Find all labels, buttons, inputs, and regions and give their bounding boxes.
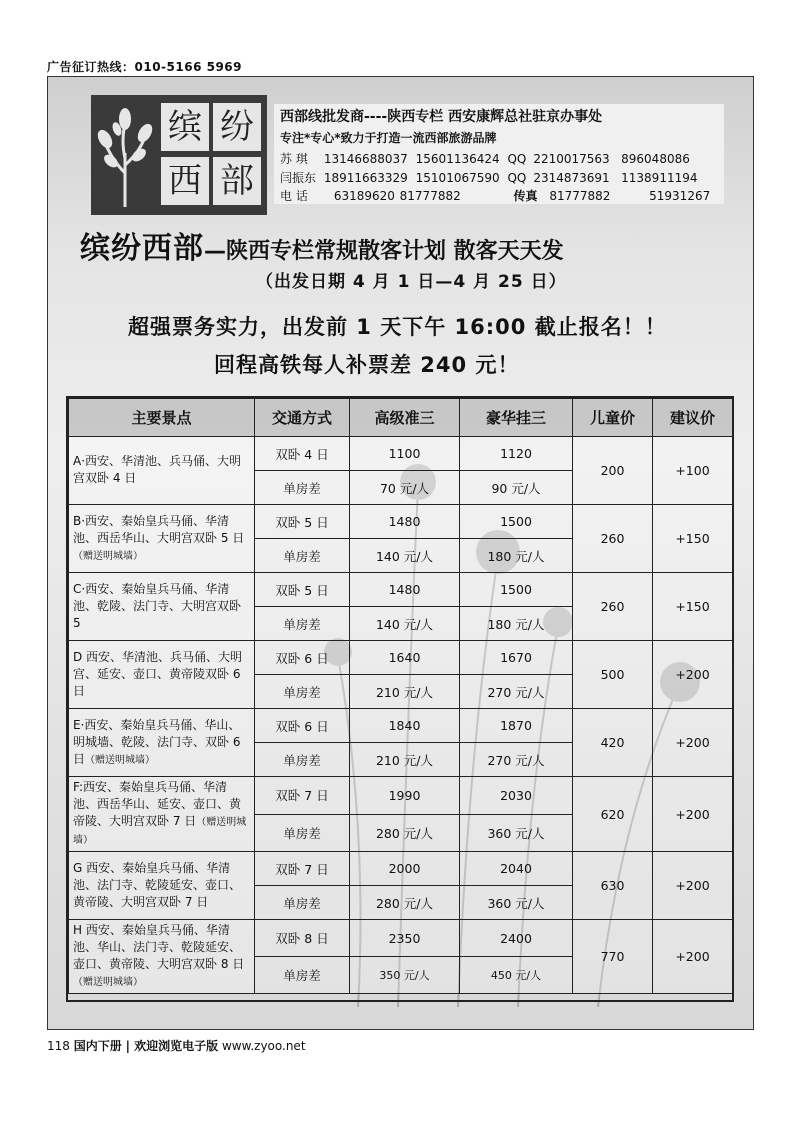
transport-cell: 双卧 5 日 <box>255 573 350 607</box>
route-note: （赠送明城墙） <box>85 754 156 766</box>
route-description <box>69 573 255 641</box>
single-room-luxury: 270 元/人 <box>460 675 573 709</box>
single-room-standard: 70 元/人 <box>350 471 460 505</box>
price-standard: 1480 <box>350 505 460 539</box>
route-text: D 西安、华清池、兵马俑、大明宫、延安、壶口、黄帝陵双卧 6 日 <box>73 649 243 698</box>
price-luxury: 1120 <box>460 437 573 471</box>
price-standard: 1640 <box>350 641 460 675</box>
transport-cell: 双卧 6 日 <box>255 709 350 743</box>
title-brand: 缤纷西部 <box>80 231 204 266</box>
transport-cell: 双卧 8 日 <box>255 920 350 957</box>
page-title <box>80 223 564 267</box>
price-suggested: +200 <box>653 852 733 920</box>
route-note: （赠送明城墙） <box>73 977 143 988</box>
price-luxury: 2400 <box>460 920 573 957</box>
price-child: 260 <box>573 505 653 573</box>
price-standard: 1480 <box>350 573 460 607</box>
single-room-label: 单房差 <box>255 607 350 641</box>
price-child: 770 <box>573 920 653 994</box>
contact-tel-fax <box>280 187 710 204</box>
transport-cell: 双卧 5 日 <box>255 505 350 539</box>
logo-char: 西 <box>161 157 209 205</box>
single-room-standard: 280 元/人 <box>350 886 460 920</box>
brand-logo <box>91 95 267 215</box>
route-note: （赠送明城墙） <box>73 817 247 846</box>
table-row <box>69 920 733 957</box>
table-row <box>69 573 733 607</box>
contact-company: 西部线批发商----陕西专栏 西安康辉总社驻京办事处 <box>280 109 603 125</box>
route-text: B·西安、秦始皇兵马俑、华清池、西岳华山、大明宫双卧 5 日 <box>73 513 245 545</box>
route-description <box>69 777 255 852</box>
ad-frame <box>47 76 754 1030</box>
route-text: G 西安、秦始皇兵马俑、华清池、法门寺、乾陵延安、壶口、黄帝陵、大明宫双卧 7 日 <box>73 860 242 909</box>
contact-phone: 15601136424 <box>415 152 500 166</box>
single-room-luxury: 450 元/人 <box>460 957 573 994</box>
page-footer <box>47 1037 306 1054</box>
single-room-standard: 210 元/人 <box>350 743 460 777</box>
transport-cell: 双卧 7 日 <box>255 852 350 886</box>
price-child: 420 <box>573 709 653 777</box>
single-room-standard: 140 元/人 <box>350 607 460 641</box>
route-description <box>69 437 255 505</box>
tel-number: 63189620 <box>333 189 395 203</box>
single-room-label: 单房差 <box>255 471 350 505</box>
contact-name: 苏 琪 <box>280 152 308 166</box>
route-description <box>69 709 255 777</box>
price-child: 620 <box>573 777 653 852</box>
price-luxury: 1870 <box>460 709 573 743</box>
price-suggested: +200 <box>653 920 733 994</box>
column-header: 交通方式 <box>255 399 350 437</box>
contact-slogan: 专注*专心*致力于打造一流西部旅游品牌 <box>280 131 497 145</box>
contact-person-1 <box>280 150 690 167</box>
contact-phone: 15101067590 <box>415 171 500 185</box>
column-header: 高级准三 <box>350 399 460 437</box>
single-room-label: 单房差 <box>255 675 350 709</box>
contact-person-2 <box>280 169 698 186</box>
route-description <box>69 920 255 994</box>
fax-label: 传真 <box>513 189 538 203</box>
single-room-luxury: 360 元/人 <box>460 886 573 920</box>
single-room-label: 单房差 <box>255 743 350 777</box>
price-standard: 1990 <box>350 777 460 815</box>
single-room-label: 单房差 <box>255 957 350 994</box>
route-description <box>69 505 255 573</box>
footer-divider: | <box>125 1039 135 1053</box>
single-room-luxury: 360 元/人 <box>460 814 573 852</box>
single-room-standard: 350 元/人 <box>350 957 460 994</box>
promo-rail-subsidy: 回程高铁每人补票差 240 元！ <box>214 353 520 377</box>
contact-phone: 18911663329 <box>323 171 408 185</box>
single-room-label: 单房差 <box>255 886 350 920</box>
route-text: E·西安、秦始皇兵马俑、华山、明城墙、乾陵、法门寺、双卧 6 日 <box>73 717 241 766</box>
footer-welcome: 欢迎浏览电子版 <box>134 1039 219 1053</box>
route-text: C·西安、秦始皇兵马俑、华清池、乾陵、法门寺、大明宫双卧 5 <box>73 581 242 630</box>
single-room-label: 单房差 <box>255 814 350 852</box>
price-standard: 1100 <box>350 437 460 471</box>
price-suggested: +100 <box>653 437 733 505</box>
column-header: 豪华挂三 <box>460 399 573 437</box>
ad-hotline: 广告征订热线：010-5166 5969 <box>47 60 243 74</box>
single-room-label: 单房差 <box>255 539 350 573</box>
contact-qq: 2210017563 <box>533 152 610 166</box>
column-header: 主要景点 <box>69 399 255 437</box>
table-row <box>69 641 733 675</box>
table-row <box>69 777 733 815</box>
tel-label: 电 话 <box>280 189 308 203</box>
table-row <box>69 505 733 539</box>
route-text: F:西安、秦始皇兵马俑、华清池、西岳华山、延安、壶口、黄帝陵、大明宫双卧 7 日 <box>73 780 242 828</box>
column-header: 建议价 <box>653 399 733 437</box>
single-room-luxury: 90 元/人 <box>460 471 573 505</box>
transport-cell: 双卧 4 日 <box>255 437 350 471</box>
price-standard: 1840 <box>350 709 460 743</box>
price-suggested: +200 <box>653 709 733 777</box>
tel-number: 81777882 <box>399 189 461 203</box>
contact-phone: 13146688037 <box>323 152 408 166</box>
route-note: （赠送明城墙） <box>73 550 143 562</box>
transport-cell: 双卧 7 日 <box>255 777 350 815</box>
qq-label: QQ <box>507 152 527 166</box>
price-standard: 2350 <box>350 920 460 957</box>
contact-qq: 2314873691 <box>533 171 610 185</box>
logo-char: 纷 <box>213 103 261 151</box>
title-rest: —陕西专栏常规散客计划 散客天天发 <box>204 239 564 264</box>
route-description <box>69 641 255 709</box>
transport-cell: 双卧 6 日 <box>255 641 350 675</box>
price-luxury: 2040 <box>460 852 573 886</box>
logo-char: 缤 <box>161 103 209 151</box>
fax-number: 51931267 <box>649 189 711 203</box>
price-luxury: 2030 <box>460 777 573 815</box>
route-text: A·西安、华清池、兵马俑、大明宫双卧 4 日 <box>73 454 242 485</box>
table-row <box>69 437 733 471</box>
route-price-table <box>68 398 733 994</box>
single-room-standard: 140 元/人 <box>350 539 460 573</box>
contact-qq: 1138911194 <box>621 171 698 185</box>
price-suggested: +200 <box>653 777 733 852</box>
single-room-standard: 210 元/人 <box>350 675 460 709</box>
contact-qq: 896048086 <box>621 152 690 166</box>
table-header-row <box>69 399 733 437</box>
price-luxury: 1500 <box>460 505 573 539</box>
single-room-standard: 280 元/人 <box>350 814 460 852</box>
footer-section: 国内下册 <box>73 1039 122 1053</box>
single-room-luxury: 180 元/人 <box>460 539 573 573</box>
price-luxury: 1670 <box>460 641 573 675</box>
single-room-luxury: 270 元/人 <box>460 743 573 777</box>
column-header: 儿童价 <box>573 399 653 437</box>
route-text: H 西安、秦始皇兵马俑、华清池、华山、法门寺、乾陵延安、壶口、黄帝陵、大明宫双卧 8 日 <box>73 923 245 971</box>
page-number: 118 <box>47 1039 70 1053</box>
price-standard: 2000 <box>350 852 460 886</box>
price-luxury: 1500 <box>460 573 573 607</box>
table-row <box>69 852 733 886</box>
price-suggested: +150 <box>653 505 733 573</box>
price-child: 500 <box>573 641 653 709</box>
departure-dates: （出发日期 4 月 1 日—4 月 25 日） <box>256 272 567 292</box>
price-child: 630 <box>573 852 653 920</box>
qq-label: QQ <box>507 171 527 185</box>
route-description <box>69 852 255 920</box>
promo-ticket: 超强票务实力，出发前 1 天下午 16:00 截止报名！！ <box>128 315 667 339</box>
logo-char: 部 <box>213 157 261 205</box>
price-child: 200 <box>573 437 653 505</box>
price-child: 260 <box>573 573 653 641</box>
table-row <box>69 709 733 743</box>
contact-name: 闫振东 <box>280 171 317 185</box>
tree-icon <box>95 103 155 207</box>
price-suggested: +200 <box>653 641 733 709</box>
footer-url: www.zyoo.net <box>221 1039 306 1053</box>
fax-number: 81777882 <box>549 189 611 203</box>
single-room-luxury: 180 元/人 <box>460 607 573 641</box>
price-suggested: +150 <box>653 573 733 641</box>
